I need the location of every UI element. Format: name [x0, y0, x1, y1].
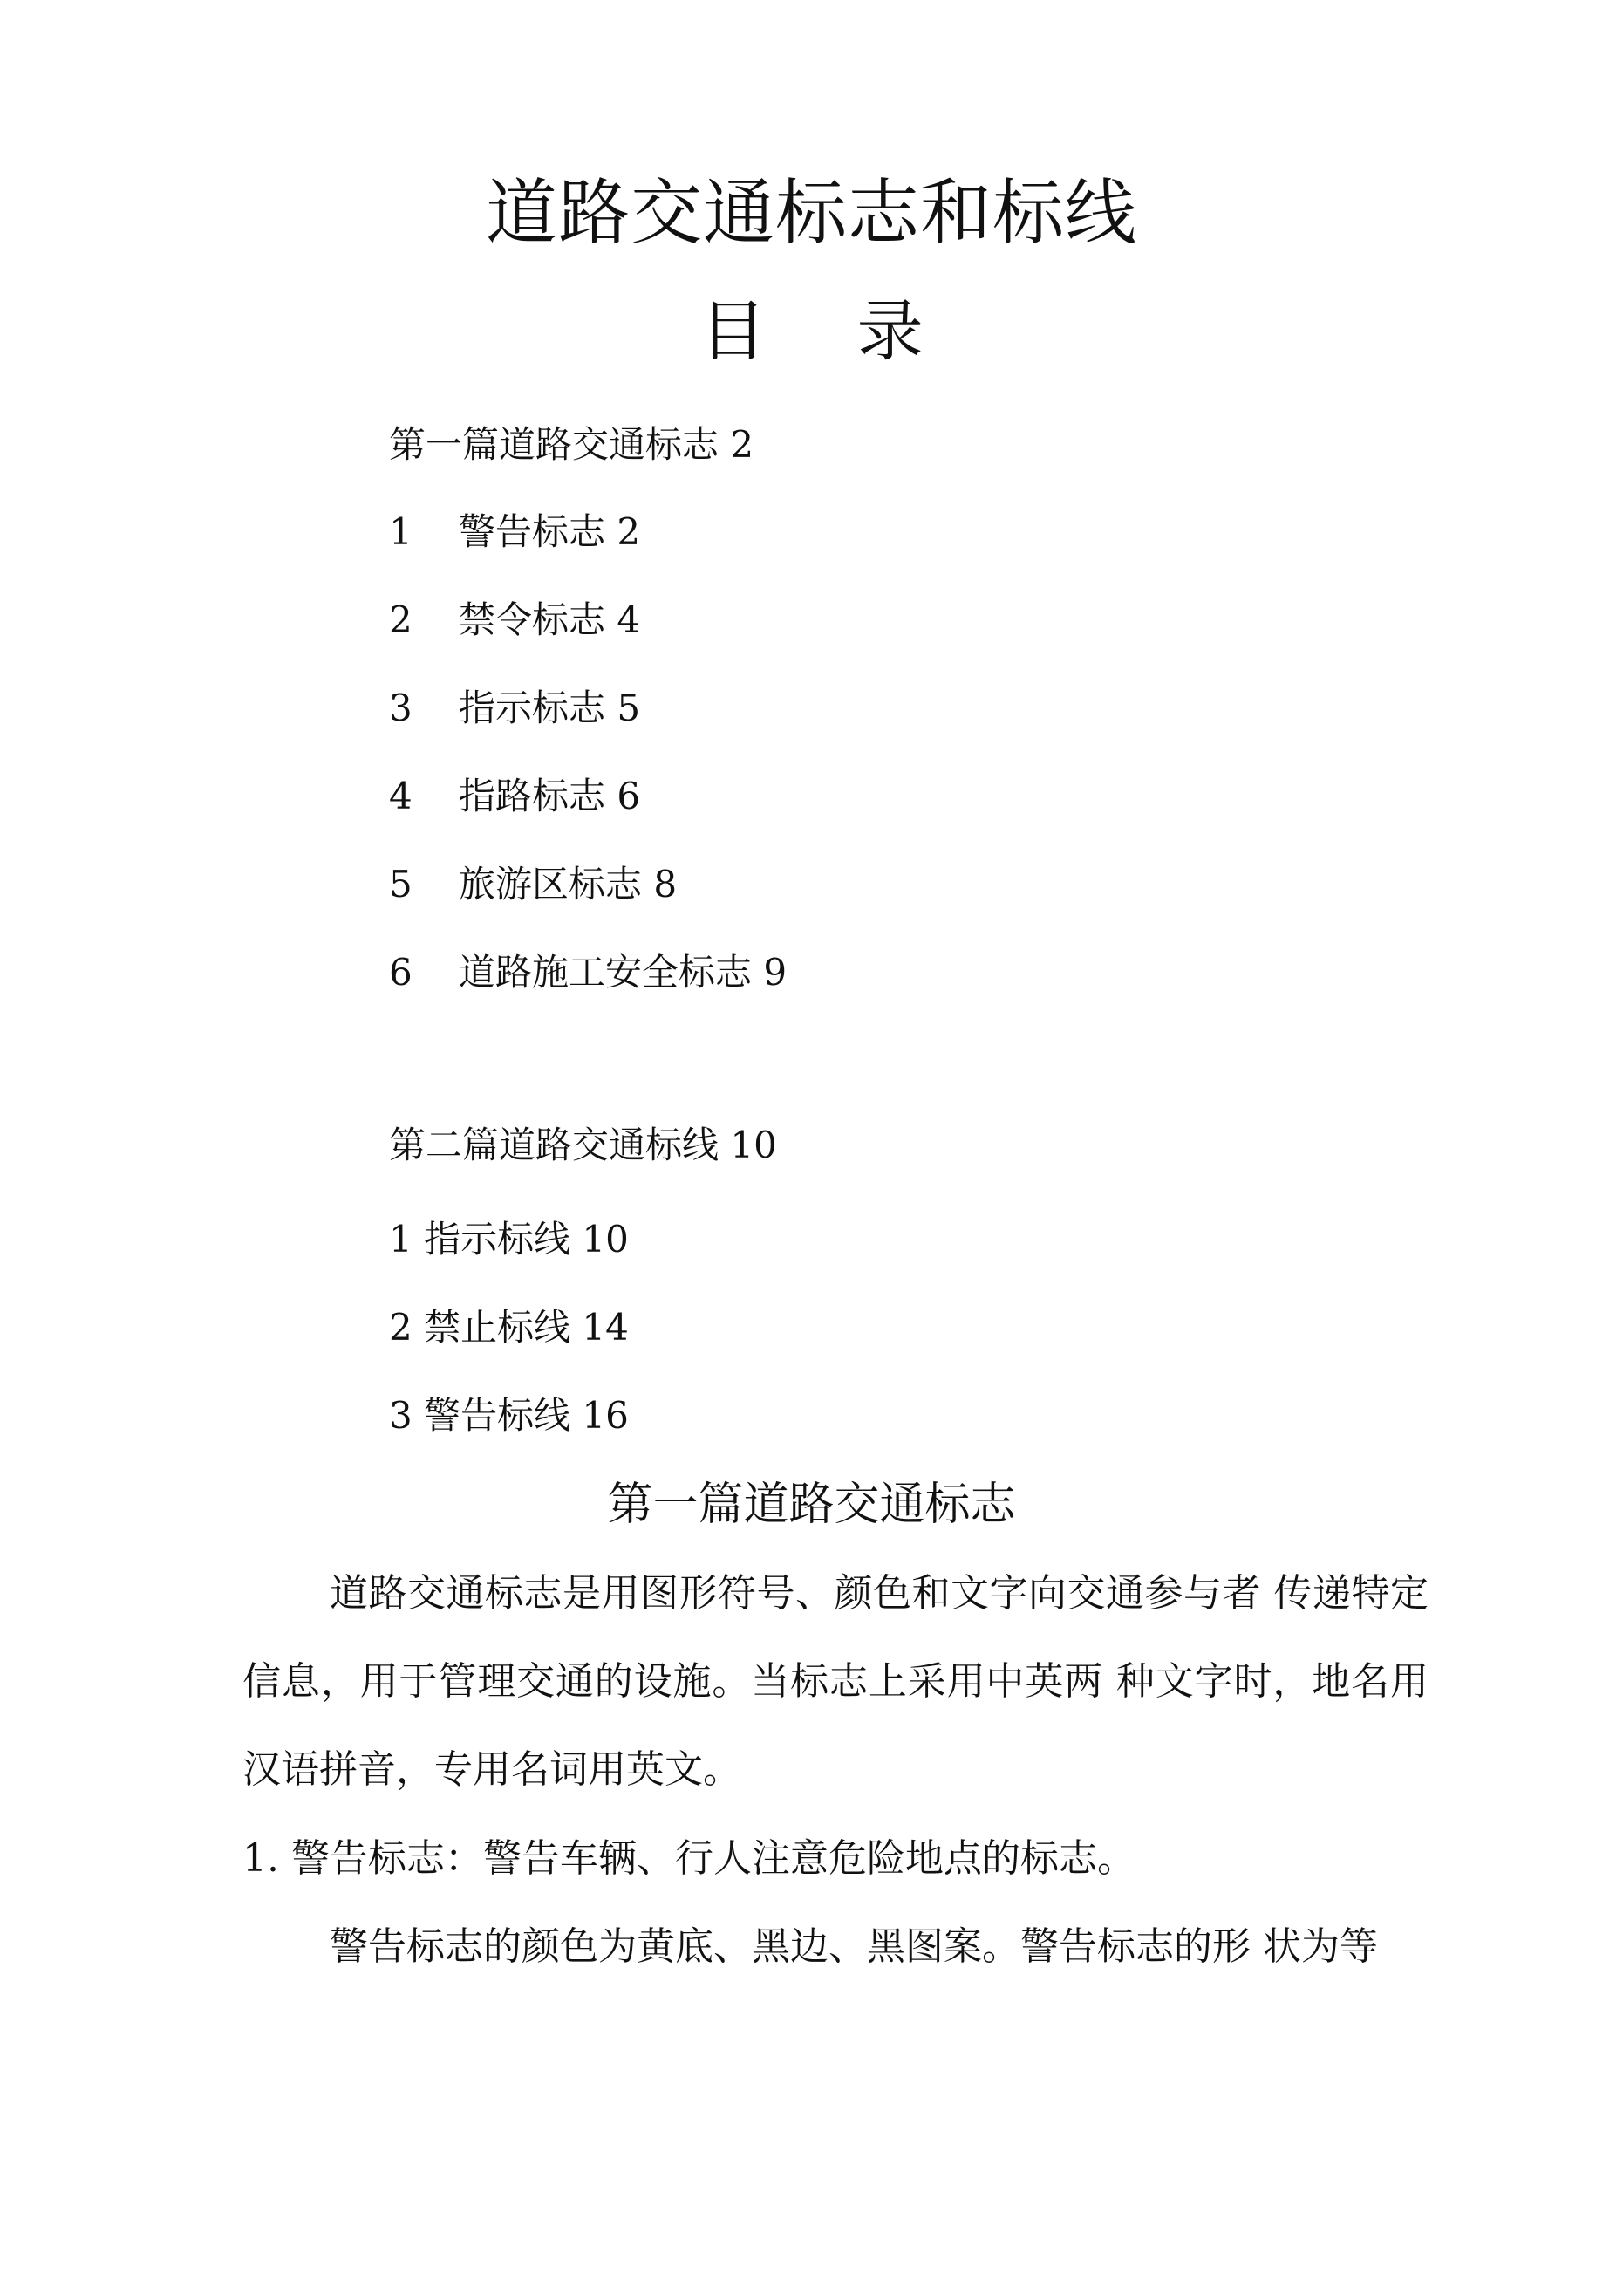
toc-item-indicating-markings[interactable]: 1 指示标线 10 — [389, 1218, 629, 1261]
warning-sign-description: 警告标志的颜色为黄底、黑边、黑图案。警告标志的形 状为等 — [330, 1924, 1378, 1969]
toc-item-warning-signs[interactable] — [389, 508, 640, 557]
toc-part1-entry[interactable]: 第一篇道路交通标志 2 — [389, 423, 754, 466]
warning-sign-definition: 1. 警告标志：警告车辆、行人注意危险地点的标志。 — [242, 1836, 1135, 1881]
toc-item-number: 4 — [389, 775, 413, 817]
toc-item-tourist-signs[interactable] — [389, 860, 677, 909]
toc-item-label: 道路施工安全标志 9 — [459, 951, 788, 994]
toc-item-label: 指路标志 6 — [459, 775, 641, 817]
toc-item-label: 禁令标志 4 — [459, 598, 641, 641]
toc-item-number: 3 — [389, 687, 413, 729]
toc-item-number: 1 — [389, 510, 413, 553]
section-heading: 第一篇道路交通标志 — [607, 1479, 1016, 1531]
toc-part2-entry[interactable]: 第二篇道路交通标线 10 — [389, 1124, 777, 1166]
toc-item-label: 指示标志 5 — [459, 687, 641, 729]
toc-item-label: 旅游区标志 8 — [459, 863, 678, 905]
toc-heading: 目 录 — [699, 292, 958, 370]
toc-item-number: 2 — [389, 598, 413, 641]
toc-item-guide-signs[interactable] — [389, 772, 640, 821]
document-title: 道路交通标志和标线 — [485, 172, 1137, 255]
toc-item-mandatory-signs[interactable] — [389, 684, 640, 733]
toc-item-number: 5 — [389, 863, 413, 905]
toc-item-label: 警告标志 2 — [459, 510, 641, 553]
intro-paragraph: 道路交通标志是用图形符号、颜色和文字向交通参与者 传递特定信息，用于管理交通的设施。当标志上采用中英两 种文字时，地名用汉语拼音，专用名词用英文。 — [242, 1571, 1429, 1792]
toc-item-construction-signs[interactable] — [389, 948, 787, 997]
toc-item-prohibition-signs[interactable] — [389, 596, 640, 645]
toc-item-warning-markings[interactable]: 3 警告标线 16 — [389, 1394, 629, 1437]
toc-item-number: 6 — [389, 951, 413, 994]
toc-item-prohibition-markings[interactable]: 2 禁止标线 14 — [389, 1306, 629, 1349]
